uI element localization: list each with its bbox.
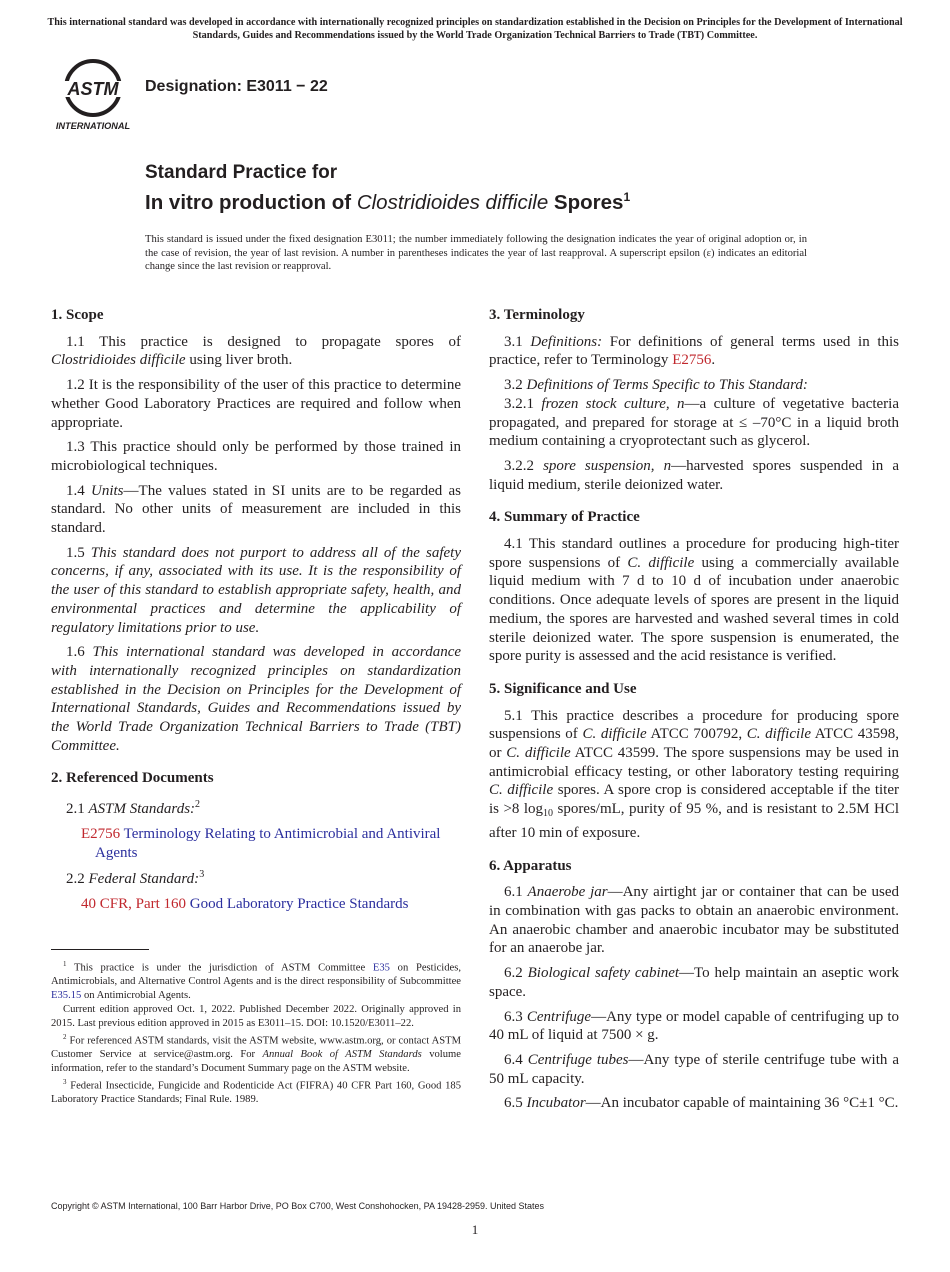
section-heading-significance: 5. Significance and Use — [489, 680, 637, 697]
footnote-3: $^3$ Federal Insecticide, Fungicide and Rodenticide Act (FIFRA) 40 CFR Part 160, Good 185 Laboratory Practice Standards; Final Rule. 1989. — [51, 1078, 461, 1106]
right-column — [489, 306, 899, 1119]
footnote-1: $^1$ This practice is under the jurisdiction of ASTM Committee E35 on Pesticides, Antimicrobials, and Alternative Control Agents and is the direct responsibility of Subcommittee E35.15 on Antimicrobial Agents. — [51, 960, 461, 1001]
title-organism: Clostridioides difficile — [356, 191, 549, 214]
para-2-2: 2.2 Federal Standard:$^3$ — [66, 869, 205, 888]
document-title — [145, 162, 630, 216]
section-heading-referenced-documents: 2. Referenced Documents — [51, 770, 214, 787]
astm-international-logo — [52, 58, 134, 132]
subcommittee-link[interactable]: E35.15 — [51, 989, 82, 1001]
reference-title-link[interactable]: Terminology Relating to Antimicrobial and Antiviral Agents — [95, 825, 441, 861]
para-1-3: 1.3 This practice should only be performed by those trained in microbiological techniques. — [51, 439, 461, 474]
reference-40cfr — [51, 895, 461, 914]
section-heading-scope: 1. Scope — [51, 307, 104, 323]
title-footnote-mark: 1 — [623, 190, 631, 204]
para-1-5: 1.5 This standard does not purport to address all of the safety concerns, if any, associated with its use. It is the responsibility of the user of this standard to establish appropriate safety, health, and environmental practices and determine the applicability of regulatory limitations prior to use. — [51, 544, 461, 636]
page-number: 1 — [471, 1222, 479, 1237]
designation: Designation: E3011 − 22 — [145, 78, 328, 95]
para-3-2-2: 3.2.2 spore suspension, n—harvested spores suspended in a liquid medium, sterile deionized water. — [489, 457, 899, 493]
title-line-1: Standard Practice for — [145, 162, 338, 183]
para-4-1: 4.1 This standard outlines a procedure for producing high-titer spore suspensions of C. difficile using a commercially available liquid medium with 7 d to 10 d of incubation under anaerobic conditions. Once adequate levels of spores are present in the liquid medium, the spores are harvested and washed several times in cold sterile deionized water. The spore suspension is enumerated, the spore purity is assessed and the acid resistance is verified. — [489, 536, 899, 665]
para-6-1: 6.1 Anaerobe jar—Any airtight jar or container that can be used in combination with gas packs to obtain an anaerobic environment. An anaerobic chamber and anaerobic incubator may be substituted for an anaerobe jar. — [489, 884, 900, 957]
reference-code-link[interactable]: E2756 — [81, 825, 121, 842]
footnote-2: $^2$ For referenced ASTM standards, visit the ASTM website, www.astm.org, or contact ASTM Customer Service at service@astm.org. For Annual Book of ASTM Standards volume information, refer to the standard’s Document Summary page on the ASTM website. — [51, 1033, 461, 1074]
copyright-line: Copyright © ASTM International, 100 Barr Harbor Drive, PO Box C700, West Conshohocken, PA 19428-2959. United States — [51, 1201, 545, 1211]
para-2-1: 2.1 ASTM Standards:$^2$ — [66, 799, 201, 818]
committee-link[interactable]: E35 — [372, 962, 390, 974]
section-heading-summary: 4. Summary of Practice — [489, 509, 640, 526]
reference-e2756 — [51, 825, 461, 862]
section-heading-apparatus: 6. Apparatus — [489, 857, 572, 874]
footnote-1-edition: Current edition approved Oct. 1, 2022. Published December 2022. Originally approved in 2015. Last previous edition approved in 2015 as E3011–15. DOI: 10.1520/E3011–22. — [51, 1004, 461, 1029]
international-standard-notice: This international standard was developed in accordance with internationally recognized principles on standardization established in the Decision on Principles for the Development of International Standards, Guides and Recommendations issued by the World Trade Organization Technical Barriers to Trade (TBT) Committee. — [47, 17, 903, 41]
para-1-1: 1.1 This practice is designed to propagate spores of Clostridioides difficile using liver broth. — [51, 333, 461, 369]
reference-code-link[interactable]: 40 CFR, Part 160 — [81, 895, 187, 912]
para-6-5: 6.5 Incubator—An incubator capable of maintaining 36 °C±1 °C. — [504, 1095, 899, 1112]
logo-subtext: INTERNATIONAL — [55, 121, 131, 131]
section-heading-terminology: 3. Terminology — [489, 307, 585, 323]
issuance-statement: This standard is issued under the fixed designation E3011; the number immediately following the designation indicates the year of original adoption or, in the case of revision, the year of last revision. A number in parentheses indicates the year of last reapproval. A superscript epsilon (ε) indicates an editorial change since the last revision or reapproval. — [145, 234, 807, 273]
title-line-2 — [145, 184, 630, 216]
para-1-6: 1.6 This international standard was developed in accordance with internationally recognized principles on standardization established in the Decision on Principles for the Development of International Standards, Guides and Recommendations issued by the World Trade Organization Technical Barriers to Trade (TBT) Committee. — [51, 644, 462, 754]
footnote-divider — [51, 949, 149, 950]
para-3-2-1: 3.2.1 frozen stock culture, n—a culture of vegetative bacteria propagated, and prepared for storage at ≤ –70°C in a liquid broth medium containing a cryoprotectant such as glycerol. — [489, 395, 899, 450]
para-5-1: 5.1 This practice describes a procedure for producing spore suspensions of C. difficile ATCC 700792, C. difficile ATCC 43598, or C. difficile ATCC 43599. The spore suspensions may be used in antimicrobial efficacy testing, or other laboratory testing requiring C. difficile spores. A spore crop is considered acceptable if the titer is >8 $\log_{10}$ spores/mL, purity of 95 %, and is resistant to 2.5M HCl after 10 min of exposure. — [489, 707, 900, 841]
terminology-link[interactable]: E2756 — [672, 352, 712, 369]
para-6-2: 6.2 Biological safety cabinet—To help maintain an aseptic work space. — [489, 965, 899, 1000]
footnotes — [51, 958, 461, 1108]
title-prefix: In vitro production of — [145, 191, 357, 214]
para-1-2: 1.2 It is the responsibility of the user of this practice to determine whether Good Laboratory Practices are required and follow when appropriate. — [51, 377, 461, 431]
para-1-4: 1.4 Units—The values stated in SI units are to be regarded as standard. No other units of measurement are included in this standard. — [51, 482, 462, 537]
logo-text: ASTM — [67, 79, 119, 99]
reference-title-link[interactable]: Good Laboratory Practice Standards — [189, 895, 409, 912]
para-6-3: 6.3 Centrifuge—Any type or model capable of centrifuging up to 40 mL of liquid at 7500 × g. — [489, 1008, 900, 1044]
para-6-4: 6.4 Centrifuge tubes—Any type of sterile centrifuge tube with a 50 mL capacity. — [489, 1051, 900, 1087]
title-suffix: Spores — [548, 191, 624, 214]
para-3-1: 3.1 Definitions: For definitions of general terms used in this practice, refer to Terminology E2756. — [489, 333, 900, 369]
left-column — [51, 306, 461, 918]
para-3-2: 3.2 Definitions of Terms Specific to This Standard: — [504, 377, 808, 394]
